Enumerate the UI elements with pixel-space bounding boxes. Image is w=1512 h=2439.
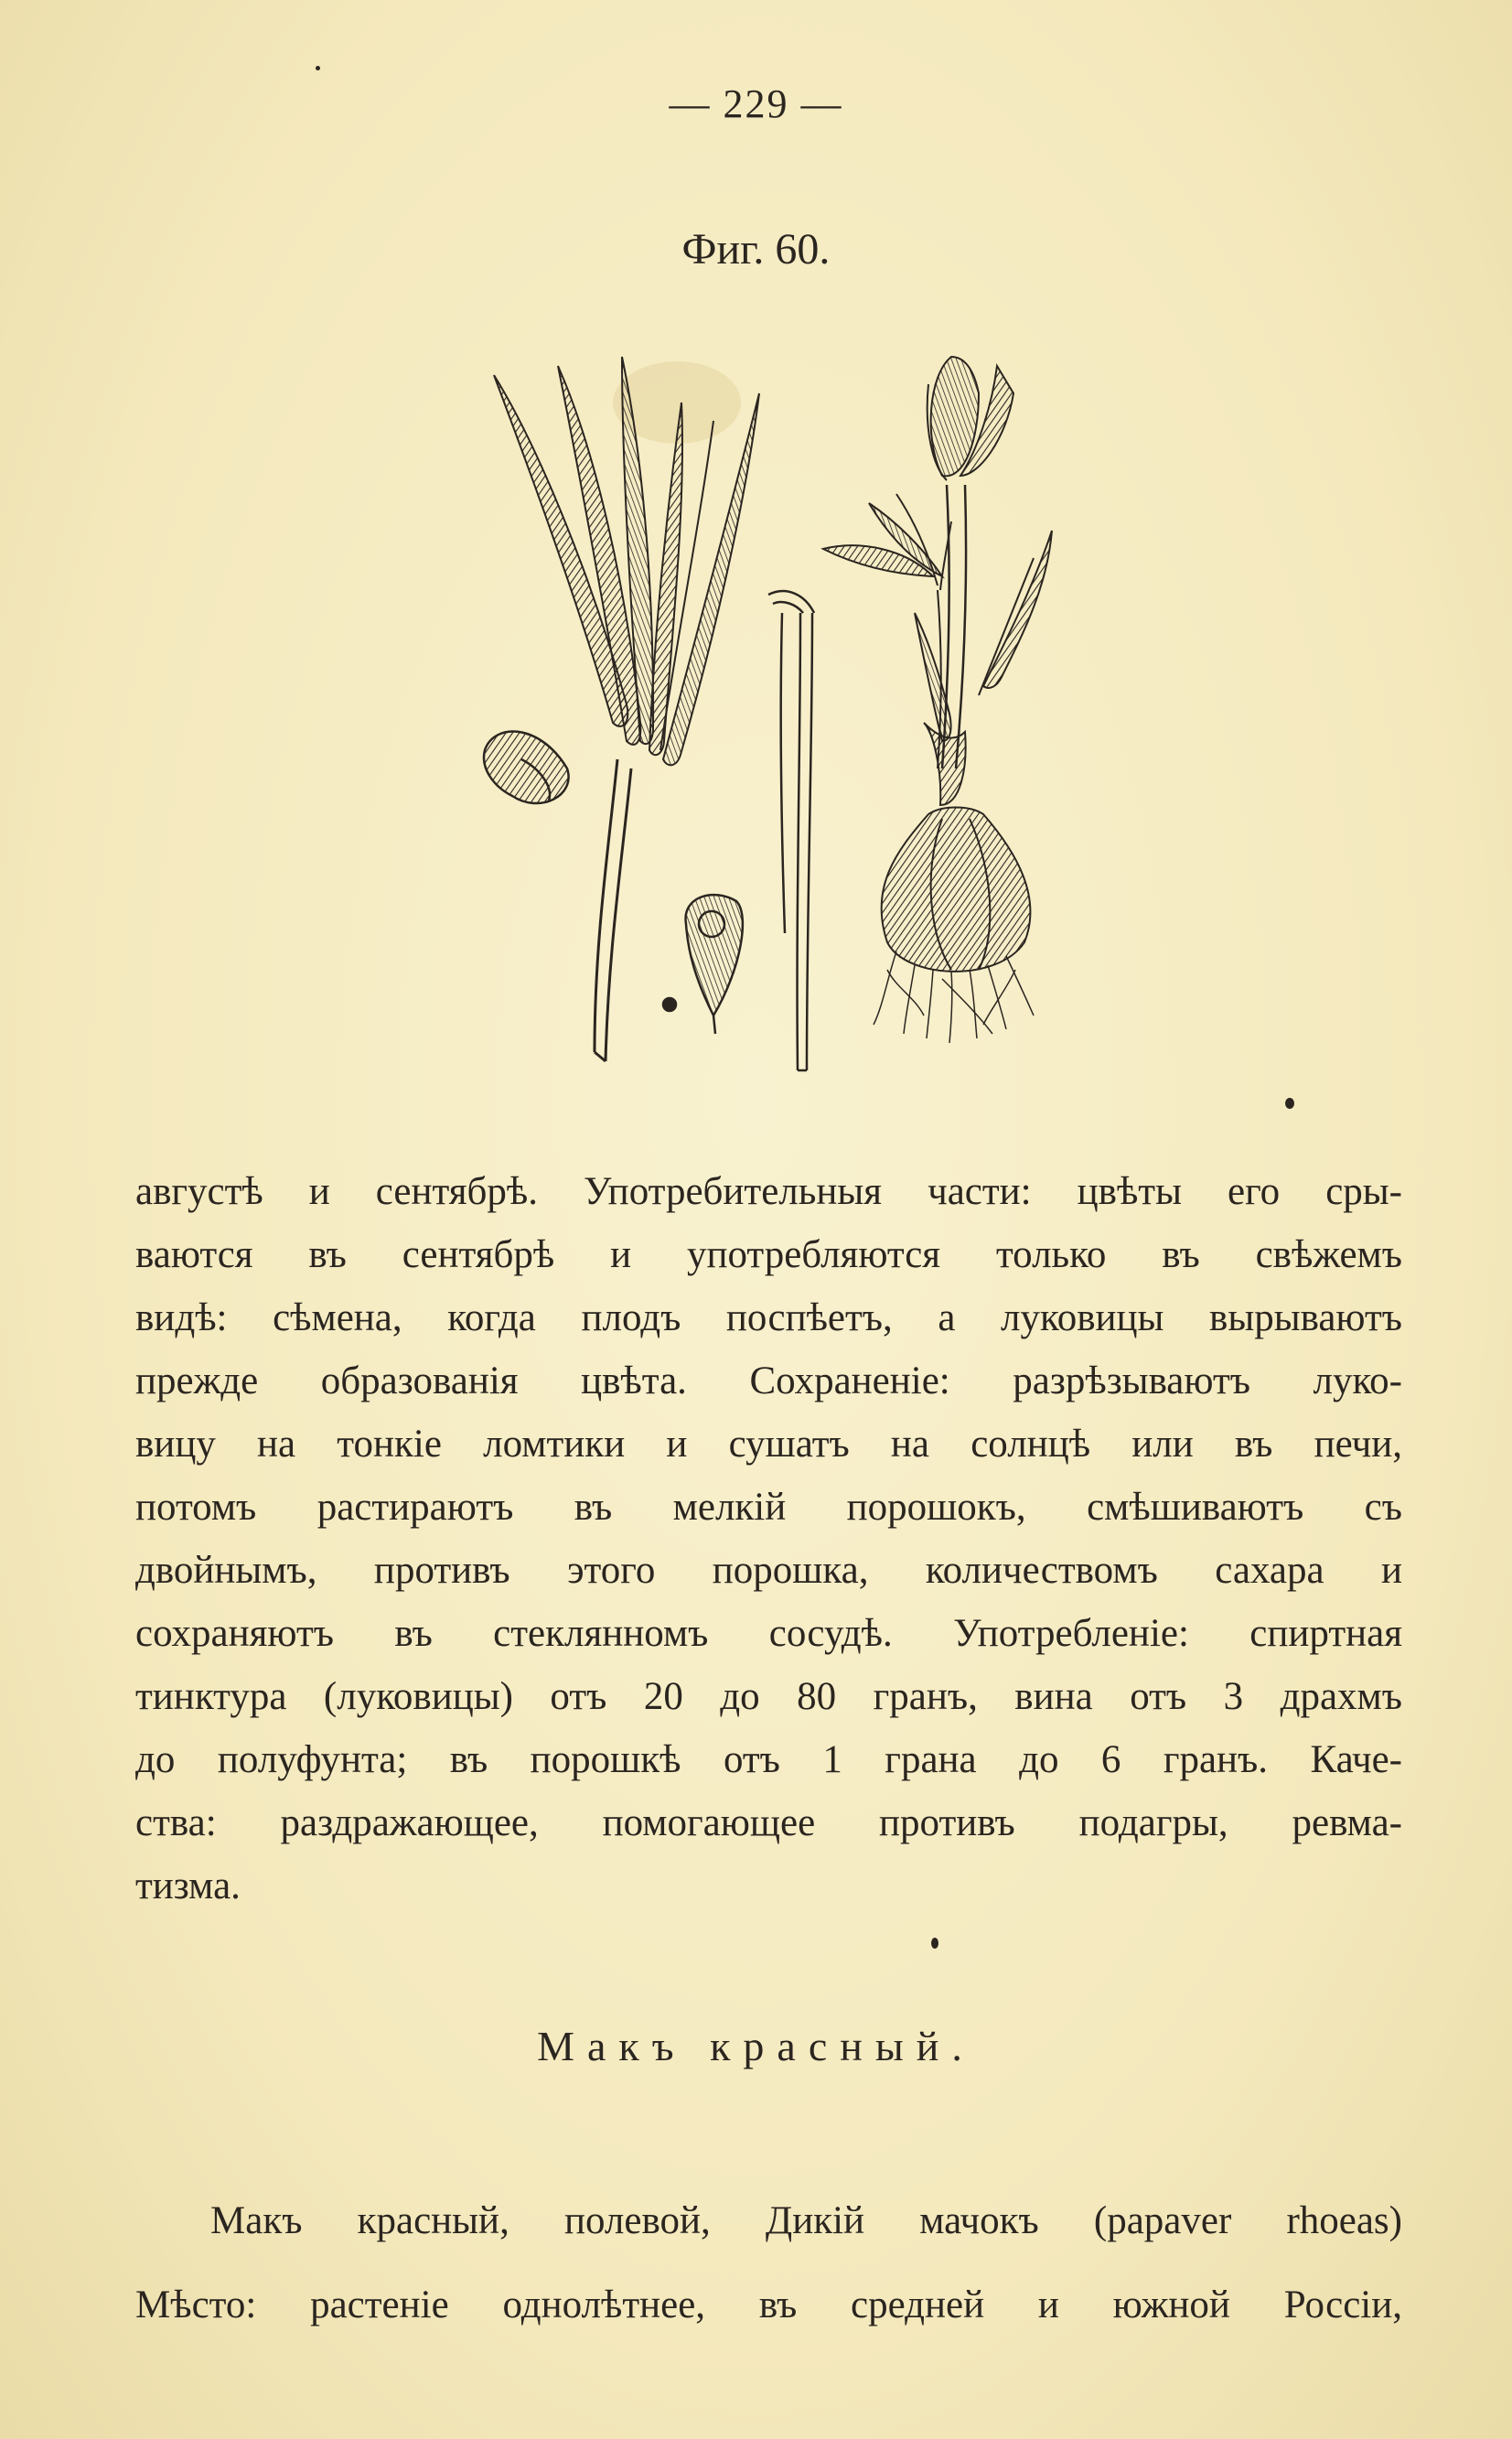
text-line: ства: раздражающее, помогающее противъ подагры, ревма- [135, 1801, 1402, 1844]
text-line: видѣ: сѣмена, когда плодъ поспѣетъ, а луковицы вырываютъ [135, 1296, 1402, 1339]
text-line: тинктура (луковицы) отъ 20 до 80 гранъ, вина отъ 3 драхмъ [135, 1675, 1402, 1718]
body-paragraph [135, 1160, 1402, 1918]
text-line: тизма. [135, 1864, 241, 1907]
text-line: прежде образованія цвѣта. Сохраненіе: разрѣзываютъ луко- [135, 1359, 1402, 1402]
crocus-flower-drawing [823, 357, 1052, 1043]
section-heading: Макъ красный. [537, 2023, 975, 2069]
text-line: до полуфунта; въ порошкѣ отъ 1 грана до 6 гранъ. Каче- [135, 1738, 1402, 1781]
page-number: — 229 — [669, 81, 843, 126]
ink-speck [1285, 1098, 1294, 1109]
seed-capsule-drawing [484, 732, 569, 804]
text-line: вицу на тонкіе ломтики и сушатъ на солнцѣ или въ печи, [135, 1423, 1402, 1466]
figure-caption: Фиг. 60. [681, 225, 831, 274]
text-line: ваются въ сентябрѣ и употребляются только въ свѣжемъ [135, 1233, 1402, 1276]
text-line: сохраняютъ въ стеклянномъ сосудѣ. Употребленіе: спиртная [135, 1612, 1402, 1655]
text-line: Макъ красный, полевой, Дикій мачокъ (papaver rhoeas) [210, 2199, 1402, 2242]
section-paragraph [135, 2179, 1402, 2348]
text-line: двойнымъ, противъ этого порошка, количествомъ сахара и [135, 1549, 1402, 1592]
text-line: августѣ и сентябрѣ. Употребительныя части: цвѣты его сры- [135, 1170, 1402, 1213]
text-line: Мѣсто: растеніе однолѣтнее, въ средней и южной Россіи, [135, 2283, 1402, 2326]
seed-drawing [663, 895, 743, 1034]
ink-speck [931, 1938, 938, 1949]
ink-speck [316, 66, 320, 70]
flower-tube-drawing [768, 591, 814, 1070]
plant-illustration [466, 338, 1070, 1080]
text-line: потомъ растираютъ въ мелкій порошокъ, смѣшиваютъ съ [135, 1486, 1402, 1529]
